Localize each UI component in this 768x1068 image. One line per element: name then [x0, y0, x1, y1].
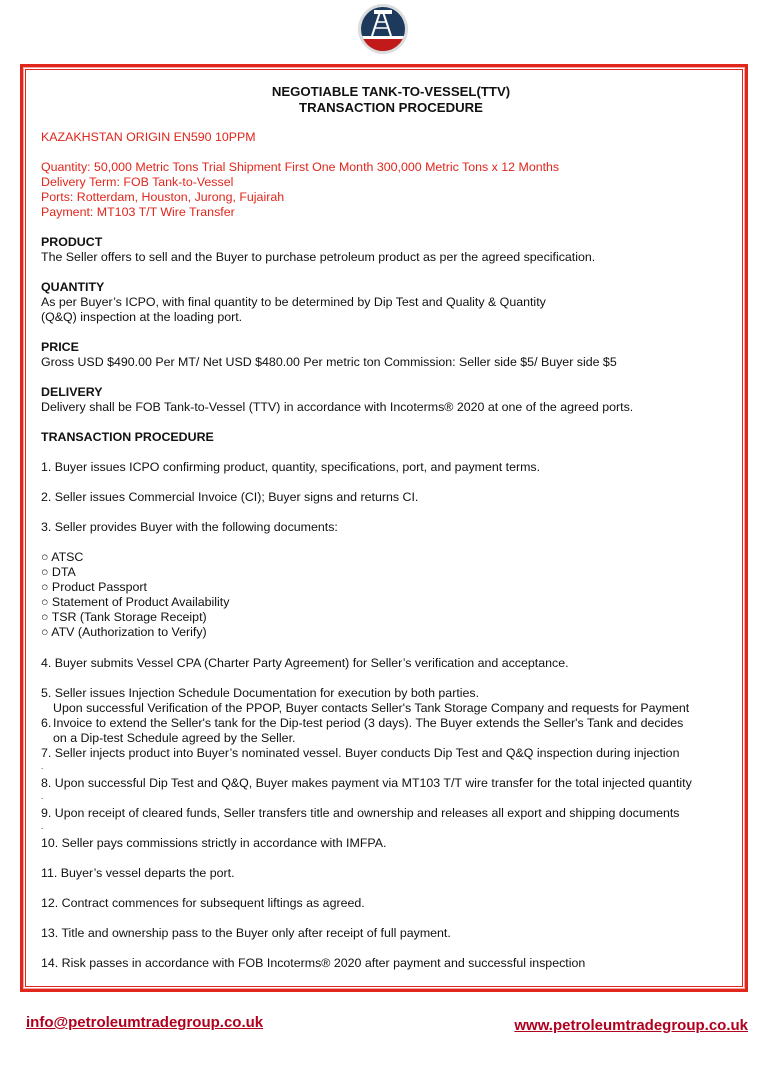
step-11: 11. Buyer’s vessel departs the port.	[41, 866, 235, 880]
title-line-1: NEGOTIABLE TANK-TO-VESSEL(TTV)	[271, 84, 511, 99]
quantity-section	[41, 280, 741, 325]
offer-quantity: Quantity: 50,000 Metric Tons Trial Shipment First One Month 300,000 Metric Tons x 12 Months	[41, 160, 560, 174]
offer-ports: Ports: Rotterdam, Houston, Jurong, Fujairah	[41, 190, 285, 204]
delivery-heading: DELIVERY	[41, 385, 103, 399]
step-8-dot: .	[41, 792, 44, 801]
delivery-section	[41, 385, 741, 415]
list-item: ○ ATSC	[41, 550, 84, 564]
price-heading: PRICE	[41, 340, 79, 354]
step-10: 10. Seller pays commissions strictly in accordance with IMFPA.	[41, 836, 387, 850]
document-title	[41, 84, 741, 116]
step-6-line-3: on a Dip-test Schedule agreed by the Seller.	[53, 731, 296, 745]
list-item: ○ Statement of Product Availability	[41, 595, 230, 609]
product-text: The Seller offers to sell and the Buyer to purchase petroleum product as per the agreed specification.	[41, 250, 596, 264]
step-7-dot: .	[41, 762, 44, 771]
step-9: 9. Upon receipt of cleared funds, Seller transfers title and ownership and releases all export and shipping documents	[41, 806, 680, 820]
step-6-line-2	[41, 716, 741, 731]
delivery-text: Delivery shall be FOB Tank-to-Vessel (TTV) in accordance with Incoterms® 2020 at one of the agreed ports.	[41, 400, 634, 414]
price-section	[41, 340, 741, 370]
step-5: 5. Seller issues Injection Schedule Documentation for execution by both parties.	[41, 686, 480, 700]
price-text: Gross USD $490.00 Per MT/ Net USD $480.00 Per metric ton Commission: Seller side $5/ Buyer side $5	[41, 355, 617, 369]
offer-terms	[41, 160, 741, 220]
product-heading: PRODUCT	[41, 235, 103, 249]
product-section	[41, 235, 741, 265]
step-8: 8. Upon successful Dip Test and Q&Q, Buyer makes payment via MT103 T/T wire transfer for the total injected quantity	[41, 776, 692, 790]
contact-email-link[interactable]: info@petroleumtradegroup.co.uk	[26, 1014, 264, 1031]
list-item: ○ ATV (Authorization to Verify)	[41, 625, 207, 639]
list-item: ○ DTA	[41, 565, 76, 579]
offer-delivery-term: Delivery Term: FOB Tank-to-Vessel	[41, 175, 234, 189]
step-9-dot: .	[41, 822, 44, 831]
step-1: 1. Buyer issues ICPO confirming product, quantity, specifications, port, and payment terms.	[41, 460, 541, 474]
document-list	[41, 550, 741, 640]
company-logo	[350, 2, 416, 56]
step-4: 4. Buyer submits Vessel CPA (Charter Party Agreement) for Seller’s verification and acceptance.	[41, 656, 569, 670]
quantity-heading: QUANTITY	[41, 280, 105, 294]
step-14: 14. Risk passes in accordance with FOB Incoterms® 2020 after payment and successful inspection	[41, 956, 586, 970]
list-item: ○ Product Passport	[41, 580, 147, 594]
step-2: 2. Seller issues Commercial Invoice (CI); Buyer signs and returns CI.	[41, 490, 419, 504]
quantity-text-line-1: As per Buyer’s ICPO, with final quantity to be determined by Dip Test and Quality & Quantity	[41, 295, 546, 309]
offer-payment: Payment: MT103 T/T Wire Transfer	[41, 205, 235, 219]
procedure-heading: TRANSACTION PROCEDURE	[41, 430, 214, 444]
website-link[interactable]: www.petroleumtradegroup.co.uk	[514, 1017, 748, 1034]
list-item: ○ TSR (Tank Storage Receipt)	[41, 610, 207, 624]
step-6-line-2-text: Invoice to extend the Seller's tank for the Dip-test period (3 days). The Buyer extends the Seller's Tank and decides	[53, 716, 684, 730]
title-line-2: TRANSACTION PROCEDURE	[299, 100, 483, 115]
step-6-line-1: Upon successful Verification of the PPOP, Buyer contacts Seller's Tank Storage Company and requests for Payment	[53, 701, 690, 715]
step-7: 7. Seller injects product into Buyer’s nominated vessel. Buyer conducts Dip Test and Q&Q inspection during injection	[41, 746, 680, 760]
step-12: 12. Contract commences for subsequent liftings as agreed.	[41, 896, 365, 910]
quantity-text-line-2: (Q&Q) inspection at the loading port.	[41, 310, 243, 324]
step-3: 3. Seller provides Buyer with the following documents:	[41, 520, 338, 534]
step-13: 13. Title and ownership pass to the Buyer only after receipt of full payment.	[41, 926, 451, 940]
step-6-number: 6.	[41, 716, 52, 730]
step-6	[41, 701, 741, 746]
offer-origin: KAZAKHSTAN ORIGIN EN590 10PPM	[41, 130, 256, 144]
